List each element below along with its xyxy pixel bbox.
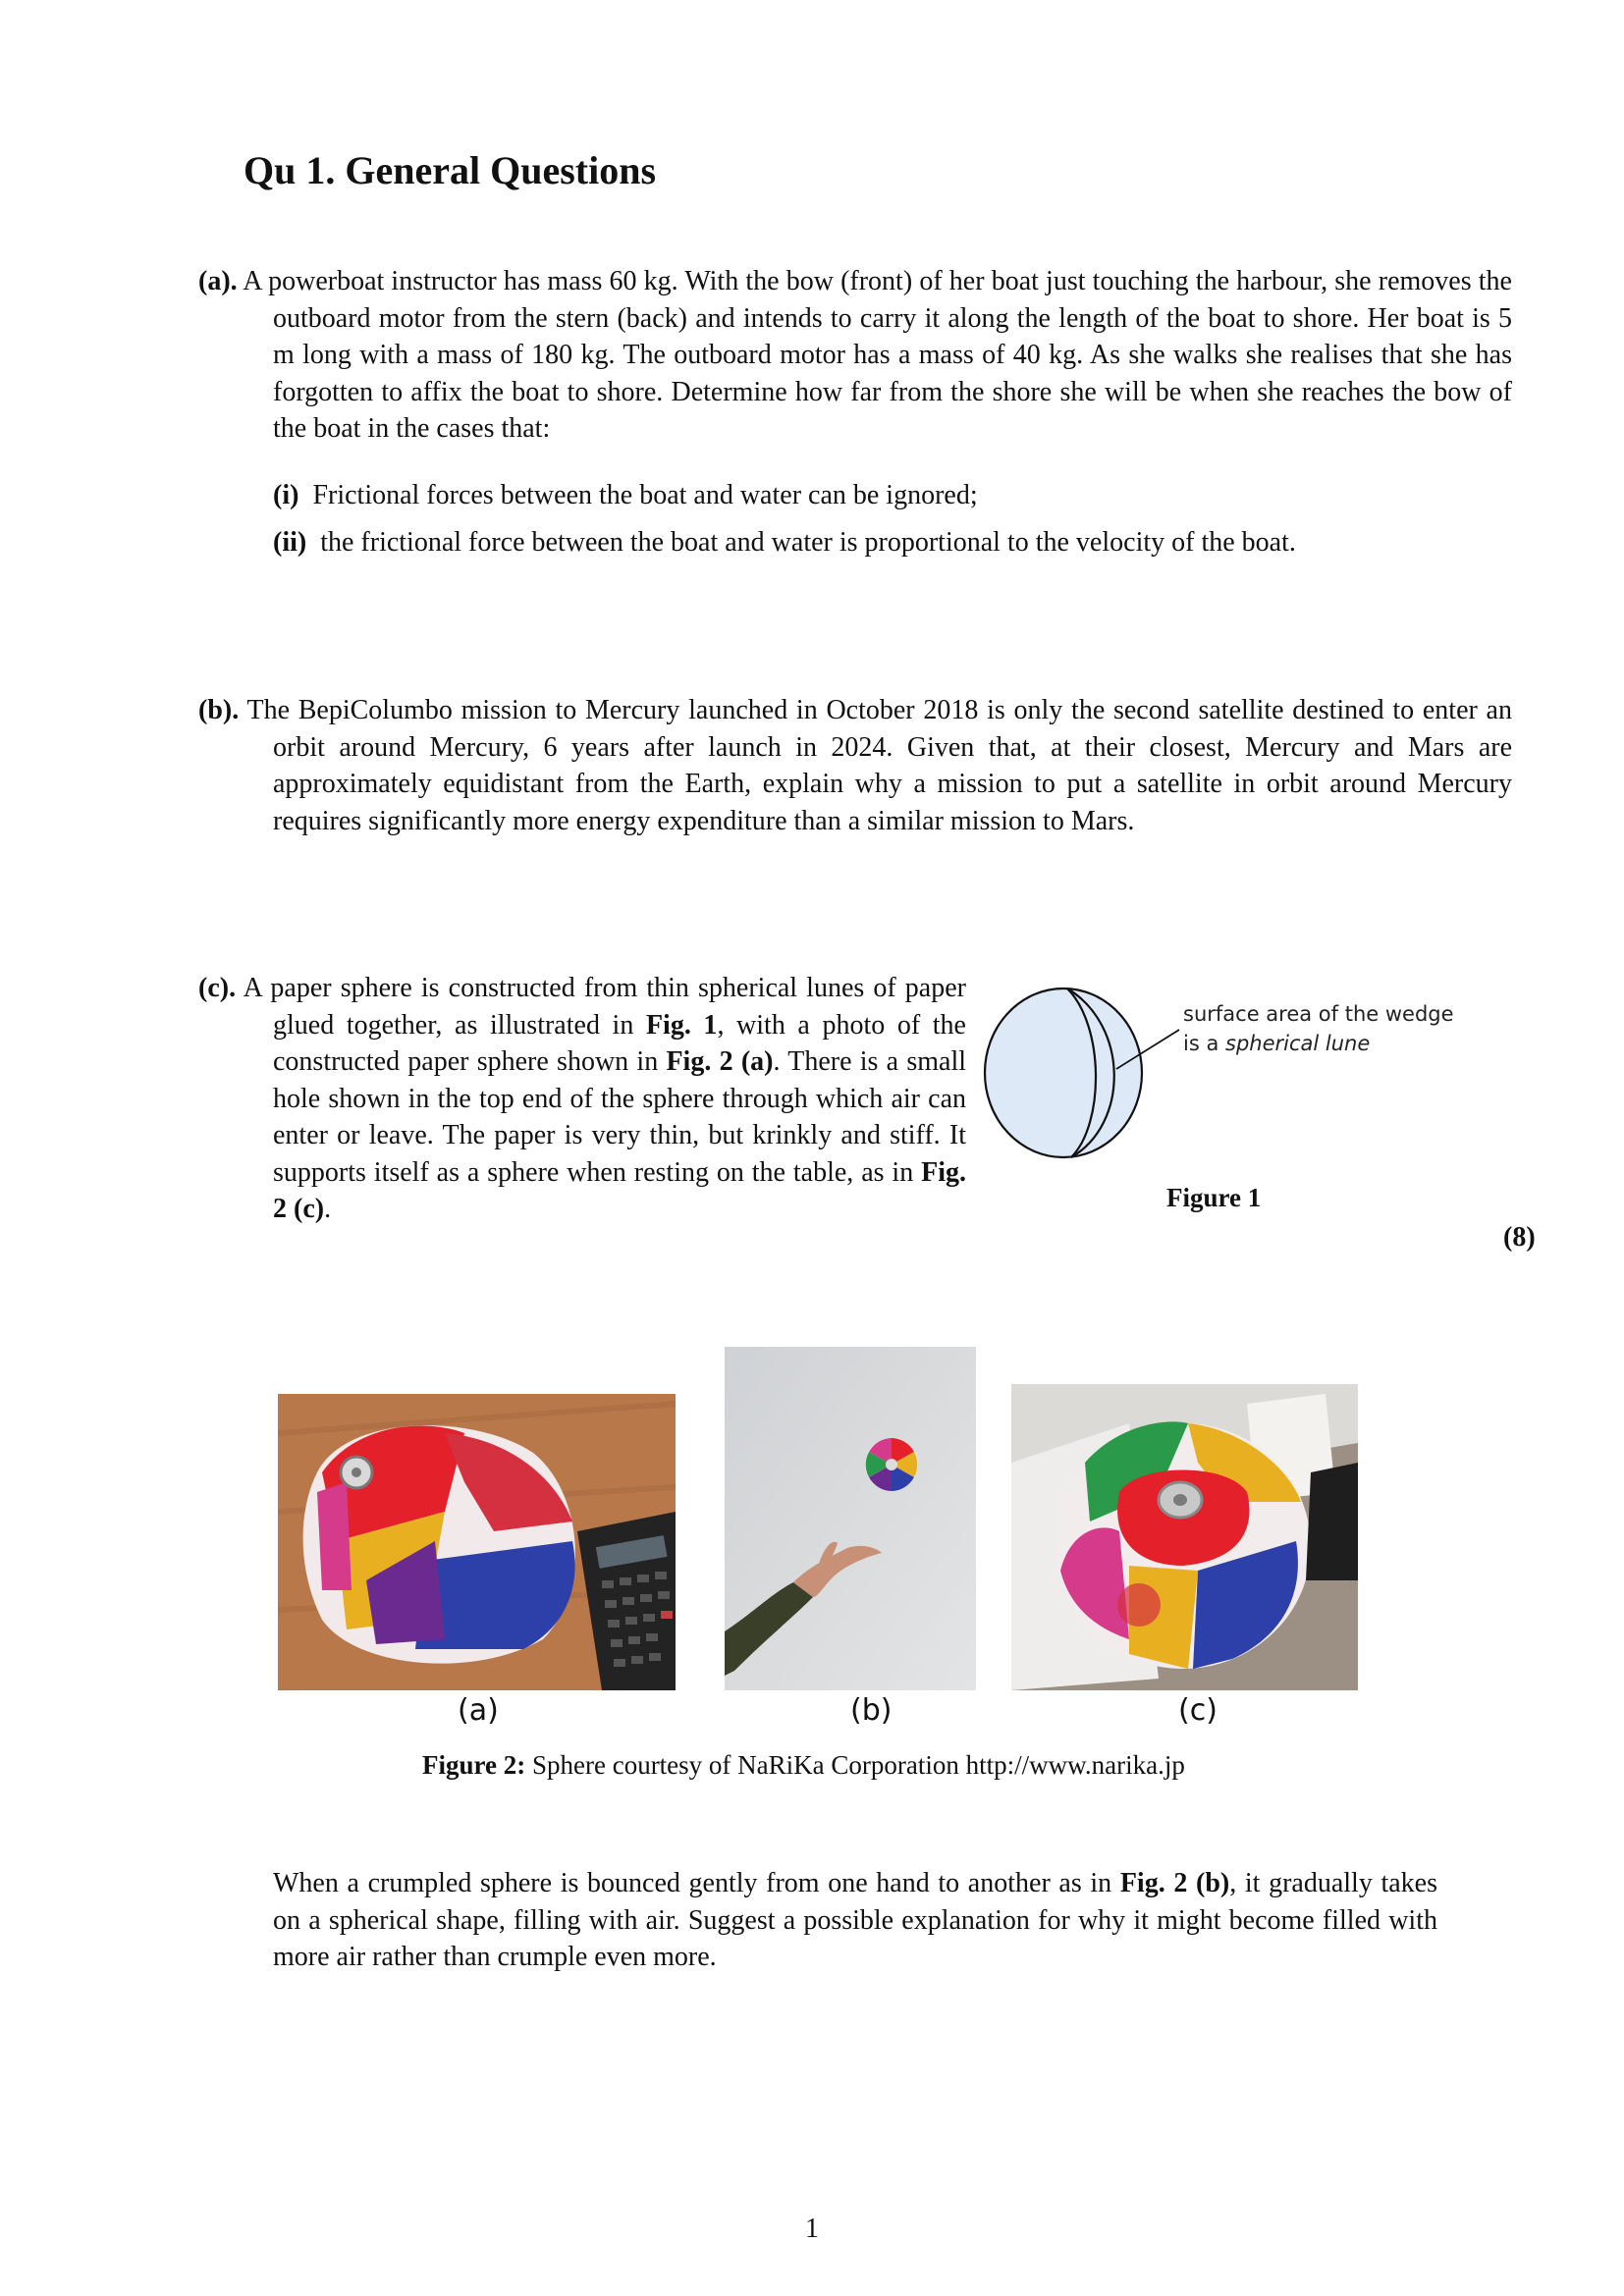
annotation-pointer-line [1114, 1026, 1193, 1075]
photo-a-crumpled-sphere [278, 1394, 676, 1690]
question-a-label: (a). [198, 266, 238, 296]
crumpled-sphere [303, 1425, 575, 1664]
figure-2-caption-label: Figure 2: [422, 1750, 526, 1780]
photo-b-tossed-sphere [725, 1347, 976, 1690]
question-a-text: A powerboat instructor has mass 60 kg. With the bow (front) of her boat just touching the harbour, she removes the outboard motor from the stern (back) and intends to carry it along the length of the boat to shore. Her boat is 5 m long with a mass of 180 kg. The outboard motor has a mass of 40 kg. As she walks she realises that she has forgotten to affix the boat to shore. Determine how far from the shore she will be when she reaches the bow of the boat in the cases that: [243, 266, 1512, 444]
question-a-i-label: (i) [273, 480, 299, 510]
annotation-line-1: surface area of the wedge [1183, 1002, 1454, 1026]
question-c-text-1: A paper sphere is constructed from thin spherical lunes of paper glued together, as illustrated in [243, 973, 966, 1041]
question-c-text-3: . There is a small hole shown in the top end of the sphere through which air can enter or leave. The paper is very thin, but krinkly and stiff. It supports itself as a sphere when resting on the table, as in [273, 1046, 967, 1188]
photo-b-label: (b) [850, 1693, 893, 1728]
figure-2-caption-text: Sphere courtesy of NaRiKa Corporation http://www.narika.jp [531, 1750, 1185, 1780]
page-number: 1 [805, 2214, 819, 2244]
followup-text-2: , it gradually takes on a spherical shape, filling with air. Suggest a possible explanation for why it might become filled with more air rather than crumple even more. [273, 1868, 1438, 1972]
question-c-label: (c). [198, 973, 237, 1003]
question-b [198, 692, 1512, 839]
annotation-line-2-italic: spherical lune [1225, 1032, 1371, 1055]
marks-label: (8) [1503, 1222, 1536, 1253]
fig2b-reference: Fig. 2 (b) [1119, 1868, 1230, 1898]
question-a [198, 263, 1512, 448]
annotation-line-2 [1183, 1029, 1454, 1058]
question-c-followup [273, 1865, 1437, 1976]
question-b-label: (b). [198, 695, 240, 725]
question-a-i [273, 477, 978, 513]
question-a-ii-label: (ii) [273, 527, 307, 558]
question-a-i-text: Frictional forces between the boat and water can be ignored; [312, 480, 978, 510]
question-c-text-2: , with a photo of the constructed paper sphere shown in [273, 1009, 966, 1077]
fig1-reference: Fig. 1 [645, 1009, 718, 1041]
small-sphere [865, 1438, 918, 1491]
photo-c-resting-sphere [1011, 1384, 1358, 1690]
photo-c-label: (c) [1178, 1693, 1218, 1728]
fig2a-reference: Fig. 2 (a) [666, 1046, 774, 1077]
fig2c-reference: Fig. 2 (c) [273, 1156, 966, 1224]
figure-1-sphere-diagram [977, 977, 1154, 1173]
question-a-ii [273, 524, 1296, 561]
question-b-text: The BepiColumbo mission to Mercury launched in October 2018 is only the second satellite destined to enter an orbit around Mercury, 6 years after launch in 2024. Given that, at their closest, Mercury and Mars are approximately equidistant from the Earth, explain why a mission to put a satellite in orbit around Mercury requires significantly more energy expenditure than a similar mission to Mars. [246, 695, 1512, 836]
figure-2-caption [422, 1750, 1185, 1781]
annotation-line-2-plain: is a [1183, 1032, 1225, 1055]
photo-a-label: (a) [458, 1693, 499, 1728]
figure-1-annotation [1183, 999, 1454, 1058]
page-title: Qu 1. General Questions [244, 148, 657, 192]
followup-text-1: When a crumpled sphere is bounced gently from one hand to another as in [273, 1868, 1120, 1898]
question-c [198, 970, 966, 1228]
question-a-ii-text: the frictional force between the boat and water is proportional to the velocity of the boat. [320, 527, 1296, 558]
sphere-c [1056, 1421, 1311, 1669]
figure-1-caption: Figure 1 [1166, 1183, 1262, 1212]
question-c-text-4: . [324, 1194, 332, 1224]
